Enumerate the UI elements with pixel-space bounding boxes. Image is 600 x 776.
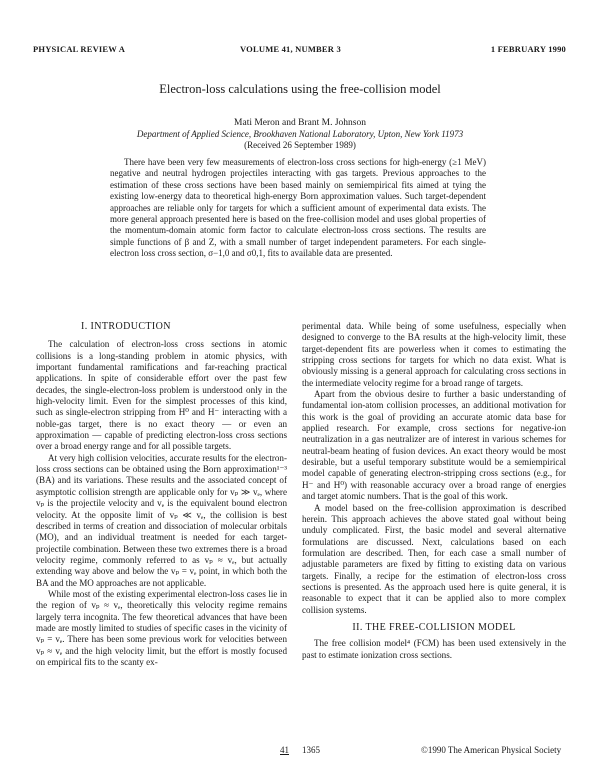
affiliation: Department of Applied Science, Brookhaven National Laboratory, Upton, New York 11973 bbox=[136, 129, 464, 139]
volume-number: VOLUME 41, NUMBER 3 bbox=[240, 44, 341, 54]
footer-volume: 41 bbox=[280, 745, 289, 755]
paragraph: While most of the existing experimental electron-loss cases lie in the region of vₚ ≈ vₑ, theoretically this velocity regime remains largely terra incognita. The few theoretical advances that have been made are mostly limited to studies of specific cases in the vicinity of vₚ = vₑ. There has been some previous work for velocities between vₚ ≈ vₑ and the high velocity limit, but the effort is mostly focused on empirical fits to the scanty ex- bbox=[36, 588, 287, 667]
right-column bbox=[302, 321, 566, 661]
paragraph: The calculation of electron-loss cross sections in atomic collisions is a long-standing problem in atomic physics, with important fundamental ramifications and far-reaching practical applications. In spite of considerable effort over the past few decades, the single-electron-loss problem is understood only in the high-velocity limit. Even for the simplest processes of this kind, such as single-electron stripping from H⁰ and H⁻ interacting with a noble-gas target, there is no exact theory — or even an approximation — capable of predicting electron-loss cross sections over a broad energy range and for all possible targets. bbox=[36, 339, 287, 452]
abstract: There have been very few measurements of electron-loss cross sections for high-energy (≥1 MeV) negative and neutral hydrogen projectiles interacting with gas targets. Previous approaches to the estimation of these cross sections have been based mainly on semiempirical fits aimed at tying the existing low-energy data to theoretical high-energy Born approximation values. Such target-dependent approaches are reliable only for targets for which a sufficient amount of experimental data exists. The more general approach presented here is based on the free-collision model and uses global properties of the momentum-domain atomic form factor to calculate electron-loss cross sections. The results are simple functions of β and Z, with a small number of target independent parameters. For each single-electron loss cross section, σ−1,0 and σ0,1, fits to available data are presented. bbox=[110, 157, 486, 259]
paragraph: A model based on the free-collision approximation is described herein. This approach achieves the above stated goal without being unduly complicated. First, the basic model and several alternative formulations are discussed. Next, calculations based on each formulation are described. Then, for each case a small number of adjustable parameters are fixed by fitting to existing data on various targets. Finally, a recipe for the estimation of electron-loss cross sections is presented. As the approach used here is quite general, it is reasonable to expect that it can be applied also to more complex collision systems. bbox=[302, 502, 566, 615]
journal-name: PHYSICAL REVIEW A bbox=[33, 44, 126, 54]
section-heading-free-collision-model: II. THE FREE-COLLISION MODEL bbox=[352, 621, 516, 633]
paper-title: Electron-loss calculations using the free-collision model bbox=[159, 82, 441, 96]
authors: Mati Meron and Brant M. Johnson bbox=[234, 118, 366, 128]
paragraph: Apart from the obvious desire to further a basic understanding of fundamental ion-atom collision processes, an additional motivation for this work is the goal of providing an accurate atomic data base for applied research. For example, cross sections for negative-ion neutralization in a gas neutralizer are of interest in various schemes for neutral-beam heating of fusion devices. An exact theory would be most desirable, but a useful temporary substitute would be a semiempirical model capable of generating electron-stripping cross sections (e.g., for H⁻ and H⁰) with reasonable accuracy over a broad range of energies and target atomic numbers. That is the goal of this work. bbox=[302, 389, 566, 502]
issue-date: 1 FEBRUARY 1990 bbox=[490, 44, 566, 54]
copyright: ©1990 The American Physical Society bbox=[421, 745, 562, 755]
paragraph: The free collision model⁴ (FCM) has been used extensively in the past to estimate ionization cross sections. bbox=[302, 638, 566, 660]
page-number: 1365 bbox=[302, 745, 320, 755]
paragraph: At very high collision velocities, accurate results for the electron-loss cross sections can be obtained using the Born approximation¹⁻³ (BA) and its variations. These results and the associated concept of asymptotic collision strength are applicable only for vₚ ≫ vₑ, where vₚ is the projectile velocity and vₑ is the equivalent bound electron velocity. At the opposite limit of vₚ ≪ vₑ, the collision is best described in terms of creation and dissociation of molecular orbitals (MO), and an individual treatment is needed for each target-projectile combination. Between these two extremes there is a broad velocity regime, commonly referred to as vₚ ≈ vₑ, but actually extending way above and below the vₚ = vₑ point, in which both the BA and the MO approaches are not applicable. bbox=[36, 452, 287, 588]
left-column bbox=[36, 321, 287, 668]
paragraph: perimental data. While being of some usefulness, especially when designed to converge to the BA results at the high-velocity limit, these target-dependent fits are powerless when it comes to estimating the stripping cross sections for targets for which no data exist. What is obviously missing is a general approach for calculating cross sections in the intermediate velocity regime for a broad range of targets. bbox=[302, 321, 566, 388]
received-date: (Received 26 September 1989) bbox=[244, 140, 356, 150]
section-heading-introduction: I. INTRODUCTION bbox=[81, 321, 171, 332]
